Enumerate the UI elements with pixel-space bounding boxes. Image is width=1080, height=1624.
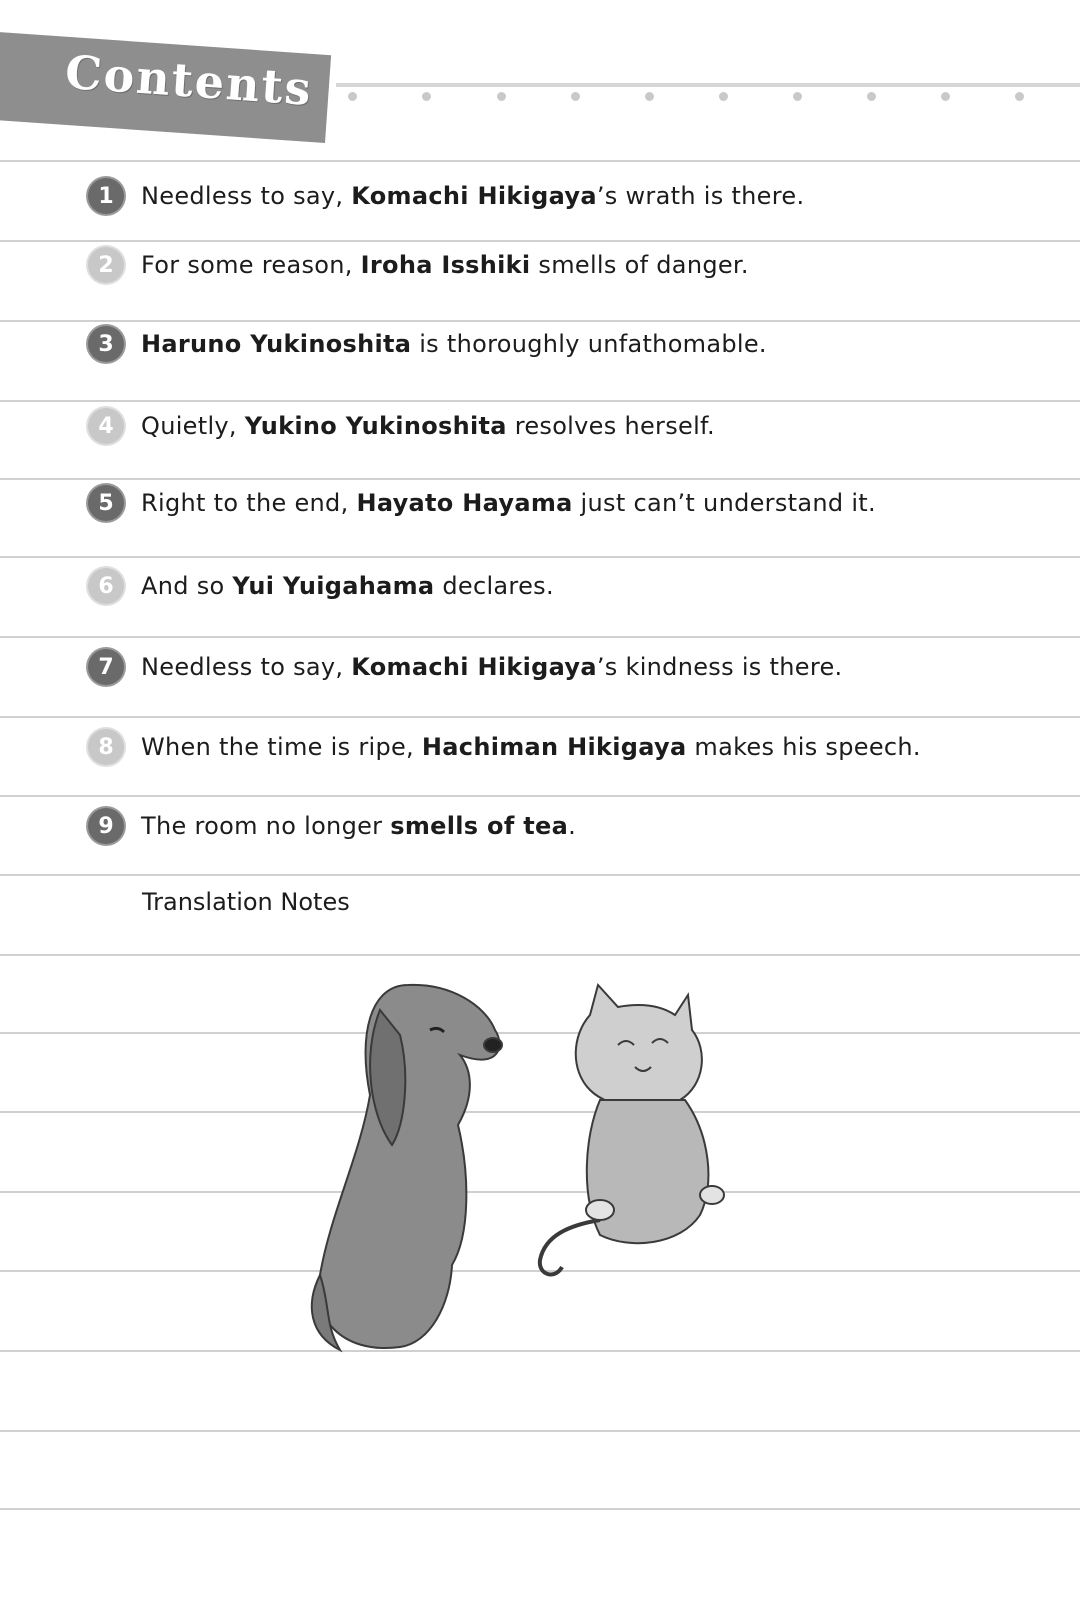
- chapter-number-badge: 1: [88, 178, 124, 214]
- chapter-title: Right to the end, Hayato Hayama just can’t understand it.: [141, 489, 876, 517]
- ruled-line: [0, 160, 1080, 162]
- ruled-line: [0, 954, 1080, 956]
- ruled-line: [0, 636, 1080, 638]
- toc-entry-7[interactable]: [88, 647, 842, 687]
- translation-notes-link[interactable]: Translation Notes: [142, 888, 354, 916]
- ruled-line: [0, 1508, 1080, 1510]
- ruled-line: [0, 320, 1080, 322]
- header-dot: [348, 92, 357, 101]
- chapter-title: For some reason, Iroha Isshiki smells of danger.: [141, 251, 749, 279]
- chapter-number-badge: 7: [88, 649, 124, 685]
- toc-entry-5[interactable]: [88, 483, 876, 523]
- header-dot: [645, 92, 654, 101]
- toc-entry-9[interactable]: [88, 806, 576, 846]
- ruled-line: [0, 1430, 1080, 1432]
- chapter-number-badge: 5: [88, 485, 124, 521]
- chapter-number-badge: 8: [88, 729, 124, 765]
- toc-entry-2[interactable]: [88, 245, 749, 285]
- header-rule: [336, 83, 1080, 87]
- header-dot: [867, 92, 876, 101]
- header-dot: [719, 92, 728, 101]
- ruled-line: [0, 795, 1080, 797]
- header-dot: [497, 92, 506, 101]
- dog-and-cat-illustration: [300, 975, 760, 1365]
- header-dot: [422, 92, 431, 101]
- chapter-title: Needless to say, Komachi Hikigaya’s wrath is there.: [141, 182, 805, 210]
- ruled-line: [0, 478, 1080, 480]
- chapter-number-badge: 6: [88, 568, 124, 604]
- toc-entry-3[interactable]: [88, 324, 767, 364]
- toc-entry-6[interactable]: [88, 566, 554, 606]
- ruled-line: [0, 716, 1080, 718]
- contents-banner: [0, 30, 331, 143]
- chapter-title: Haruno Yukinoshita is thoroughly unfathomable.: [141, 330, 767, 358]
- header-dot: [941, 92, 950, 101]
- cat-icon: [540, 985, 724, 1274]
- header-dot: [571, 92, 580, 101]
- dog-icon: [312, 985, 502, 1350]
- ruled-line: [0, 874, 1080, 876]
- page-title: Contents: [63, 44, 315, 116]
- chapter-title: And so Yui Yuigahama declares.: [141, 572, 554, 600]
- toc-entry-8[interactable]: [88, 727, 921, 767]
- ruled-line: [0, 240, 1080, 242]
- chapter-title: Needless to say, Komachi Hikigaya’s kindness is there.: [141, 653, 843, 681]
- header-dot: [1015, 92, 1024, 101]
- chapter-title: Quietly, Yukino Yukinoshita resolves herself.: [141, 412, 715, 440]
- toc-entry-1[interactable]: [88, 176, 804, 216]
- chapter-number-badge: 9: [88, 808, 124, 844]
- header-dot: [793, 92, 802, 101]
- chapter-title: The room no longer smells of tea.: [141, 812, 576, 840]
- ruled-line: [0, 556, 1080, 558]
- chapter-number-badge: 4: [88, 408, 124, 444]
- chapter-title: When the time is ripe, Hachiman Hikigaya makes his speech.: [141, 733, 921, 761]
- ruled-line: [0, 400, 1080, 402]
- chapter-number-badge: 3: [88, 326, 124, 362]
- toc-entry-4[interactable]: [88, 406, 715, 446]
- chapter-number-badge: 2: [88, 247, 124, 283]
